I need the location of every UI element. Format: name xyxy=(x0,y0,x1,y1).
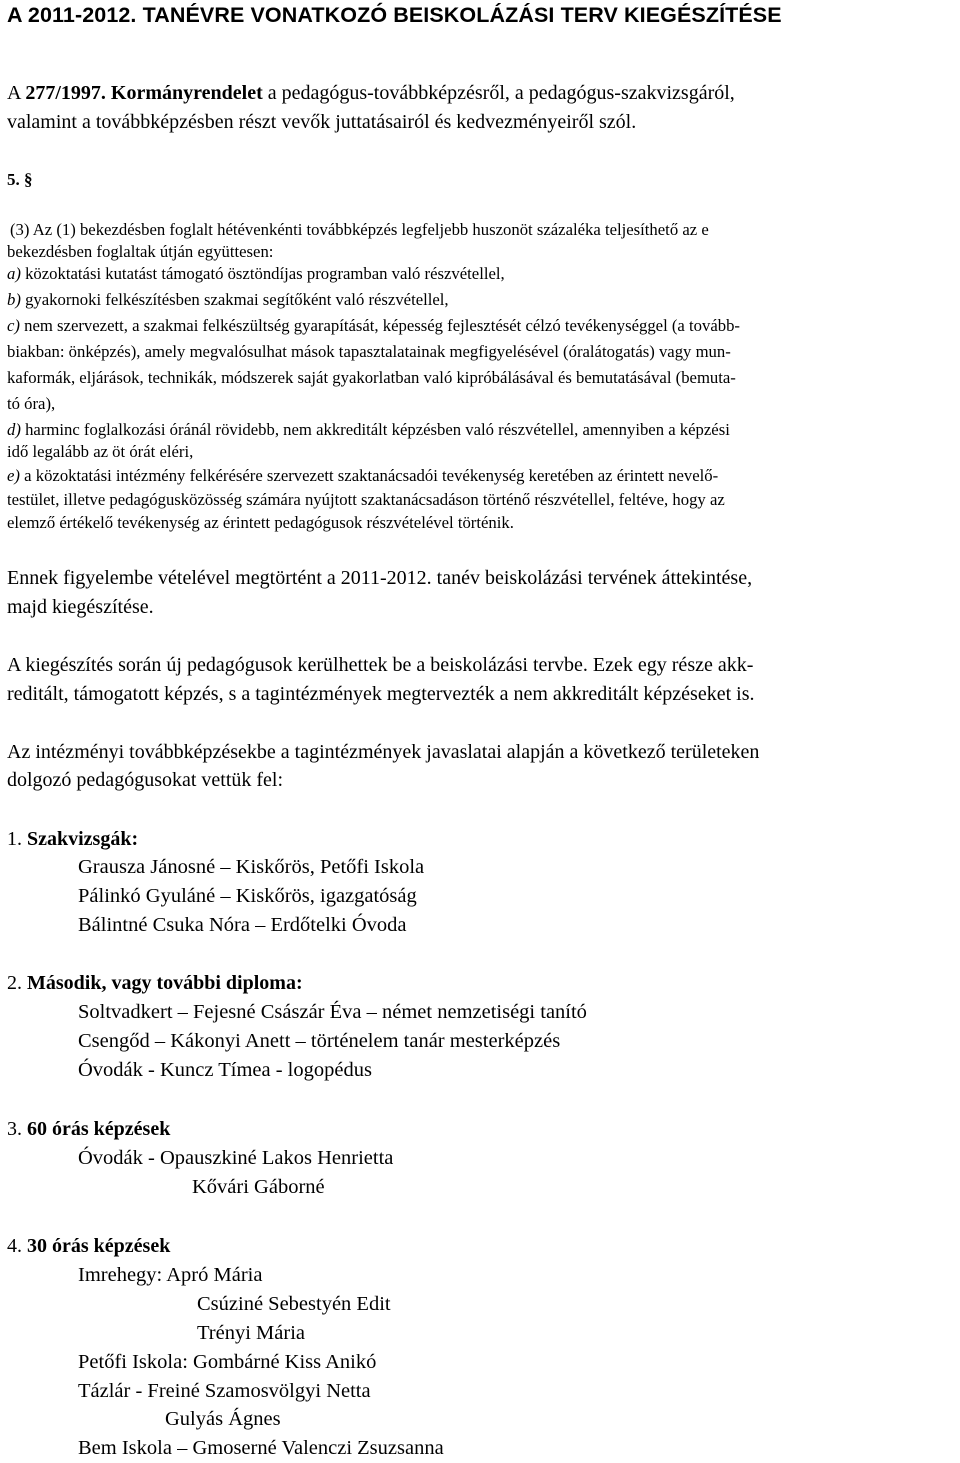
law-item-a xyxy=(7,264,505,285)
paragraph-1-line-1: Ennek figyelembe vételével megtörtént a 2011-2012. tanév beiskolázási tervének áttekintése, xyxy=(7,567,753,589)
law-item-d-line-2: idő legalább az öt órát eléri, xyxy=(7,442,194,461)
law-item-d-line-1 xyxy=(7,420,730,441)
list-item: Csúziné Sebestyén Edit xyxy=(197,1293,391,1315)
item-a-text: közoktatási kutatást támogató ösztöndíjas programban való részvétellel, xyxy=(20,264,505,283)
item-d-text: harminc foglalkozási óránál rövidebb, nem akkreditált képzésben való részvétellel, amennyiben a képzési xyxy=(20,420,730,439)
list-item: Imrehegy: Apró Mária xyxy=(78,1264,263,1286)
document-title: A 2011-2012. TANÉVRE VONATKOZÓ BEISKOLÁZÁSI TERV KIEGÉSZÍTÉSE xyxy=(7,3,782,27)
item-e-text: a közoktatási intézmény felkérésére szervezett szaktanácsadói tevékenység keretében az érintett nevelő- xyxy=(19,466,719,485)
list-item: Trényi Mária xyxy=(197,1322,305,1344)
law-item-e-line-3: elemző értékelő tevékenység az érintett pedagógusok részvételével történik. xyxy=(7,513,514,532)
list-item: Kővári Gáborné xyxy=(192,1176,325,1198)
decree-reference: 277/1997. Kormányrendelet xyxy=(25,82,263,104)
item-b-marker: b) xyxy=(7,290,21,309)
paragraph-1-line-2: majd kiegészítése. xyxy=(7,596,154,618)
list-item: Óvodák - Opauszkiné Lakos Henrietta xyxy=(78,1147,394,1169)
list-item: Grausza Jánosné – Kiskőrös, Petőfi Iskola xyxy=(78,856,425,878)
section-2-heading xyxy=(7,970,303,996)
paragraph-3-line-2: dolgozó pedagógusokat vettük fel: xyxy=(7,769,284,791)
item-a-marker: a) xyxy=(7,264,21,283)
list-item: Csengőd – Kákonyi Anett – történelem tanár mesterképzés xyxy=(78,1030,561,1052)
item-c-text: nem szervezett, a szakmai felkészültség gyarapítását, képesség fejlesztését célzó tevékenységgel (a tovább- xyxy=(19,316,740,335)
law-item-b xyxy=(7,290,449,311)
intro-prefix: A xyxy=(7,82,26,104)
intro-line-1 xyxy=(7,80,735,106)
section-1-number: 1. xyxy=(7,828,22,850)
item-d-marker: d) xyxy=(7,420,21,439)
item-b-text: gyakornoki felkészítésben szakmai segítőként való részvétellel, xyxy=(20,290,449,309)
law-item-c-line-2: biakban: önképzés), amely megvalósulhat mások tapasztalatainak megfigyelésével (óralátogatás) vagy mun- xyxy=(7,342,731,361)
list-item: Óvodák - Kuncz Tímea - logopédus xyxy=(78,1059,372,1081)
section-3-number: 3. xyxy=(7,1118,22,1140)
section-2-number: 2. xyxy=(7,972,22,994)
list-item: Gulyás Ágnes xyxy=(165,1408,281,1430)
list-item: Tázlár - Freiné Szamosvölgyi Netta xyxy=(78,1380,371,1402)
paragraph-3-line-1: Az intézményi továbbképzésekbe a tagintézmények javaslatai alapján a következő területeken xyxy=(7,741,760,763)
section-4-heading xyxy=(7,1233,170,1259)
section-3-title: 60 órás képzések xyxy=(27,1118,171,1140)
paragraph-2-line-1: A kiegészítés során új pedagógusok kerülhettek be a beiskolázási tervbe. Ezek egy része akk- xyxy=(7,654,754,676)
list-item: Pálinkó Gyuláné – Kiskőrös, igazgatóság xyxy=(78,885,417,907)
law-paragraph-line-1: (3) Az (1) bekezdésben foglalt hétévenkénti továbbképzés legfeljebb huszonöt százaléka teljesíthető az e xyxy=(10,220,709,239)
intro-rest: a pedagógus-továbbképzésről, a pedagógus-szakvizsgáról, xyxy=(262,82,735,104)
list-item: Bálintné Csuka Nóra – Erdőtelki Óvoda xyxy=(78,914,407,936)
section-3-heading xyxy=(7,1116,170,1142)
section-mark: 5. § xyxy=(7,170,33,189)
law-item-e-line-2: testület, illetve pedagógusközösség számára nyújtott szaktanácsadáson történő részvétellel, feltéve, hogy az xyxy=(7,490,725,509)
law-item-c-line-3: kaformák, eljárások, technikák, módszerek saját gyakorlatban való kipróbálásával és bemutatásával (bemuta- xyxy=(7,368,736,387)
intro-line-2: valamint a továbbképzésben részt vevők juttatásairól és kedvezményeiről szól. xyxy=(7,111,637,133)
section-1-title: Szakvizsgák: xyxy=(27,828,139,850)
item-e-marker: e) xyxy=(7,466,20,485)
list-item: Bem Iskola – Gmoserné Valenczi Zsuzsanna xyxy=(78,1437,444,1459)
section-4-number: 4. xyxy=(7,1235,22,1257)
law-item-e-line-1 xyxy=(7,466,718,487)
list-item: Petőfi Iskola: Gombárné Kiss Anikó xyxy=(78,1351,377,1373)
item-c-marker: c) xyxy=(7,316,20,335)
paragraph-2-line-2: reditált, támogatott képzés, s a tagintézmények megtervezték a nem akkreditált képzéseket is. xyxy=(7,683,755,705)
list-item: Soltvadkert – Fejesné Császár Éva – német nemzetiségi tanító xyxy=(78,1001,587,1023)
law-item-c-line-4: tó óra), xyxy=(7,394,56,413)
section-4-title: 30 órás képzések xyxy=(27,1235,171,1257)
section-1-heading xyxy=(7,826,138,852)
law-item-c-line-1 xyxy=(7,316,740,337)
section-2-title: Második, vagy további diploma: xyxy=(27,972,303,994)
law-paragraph-line-2: bekezdésben foglaltak útján együttesen: xyxy=(7,242,274,261)
